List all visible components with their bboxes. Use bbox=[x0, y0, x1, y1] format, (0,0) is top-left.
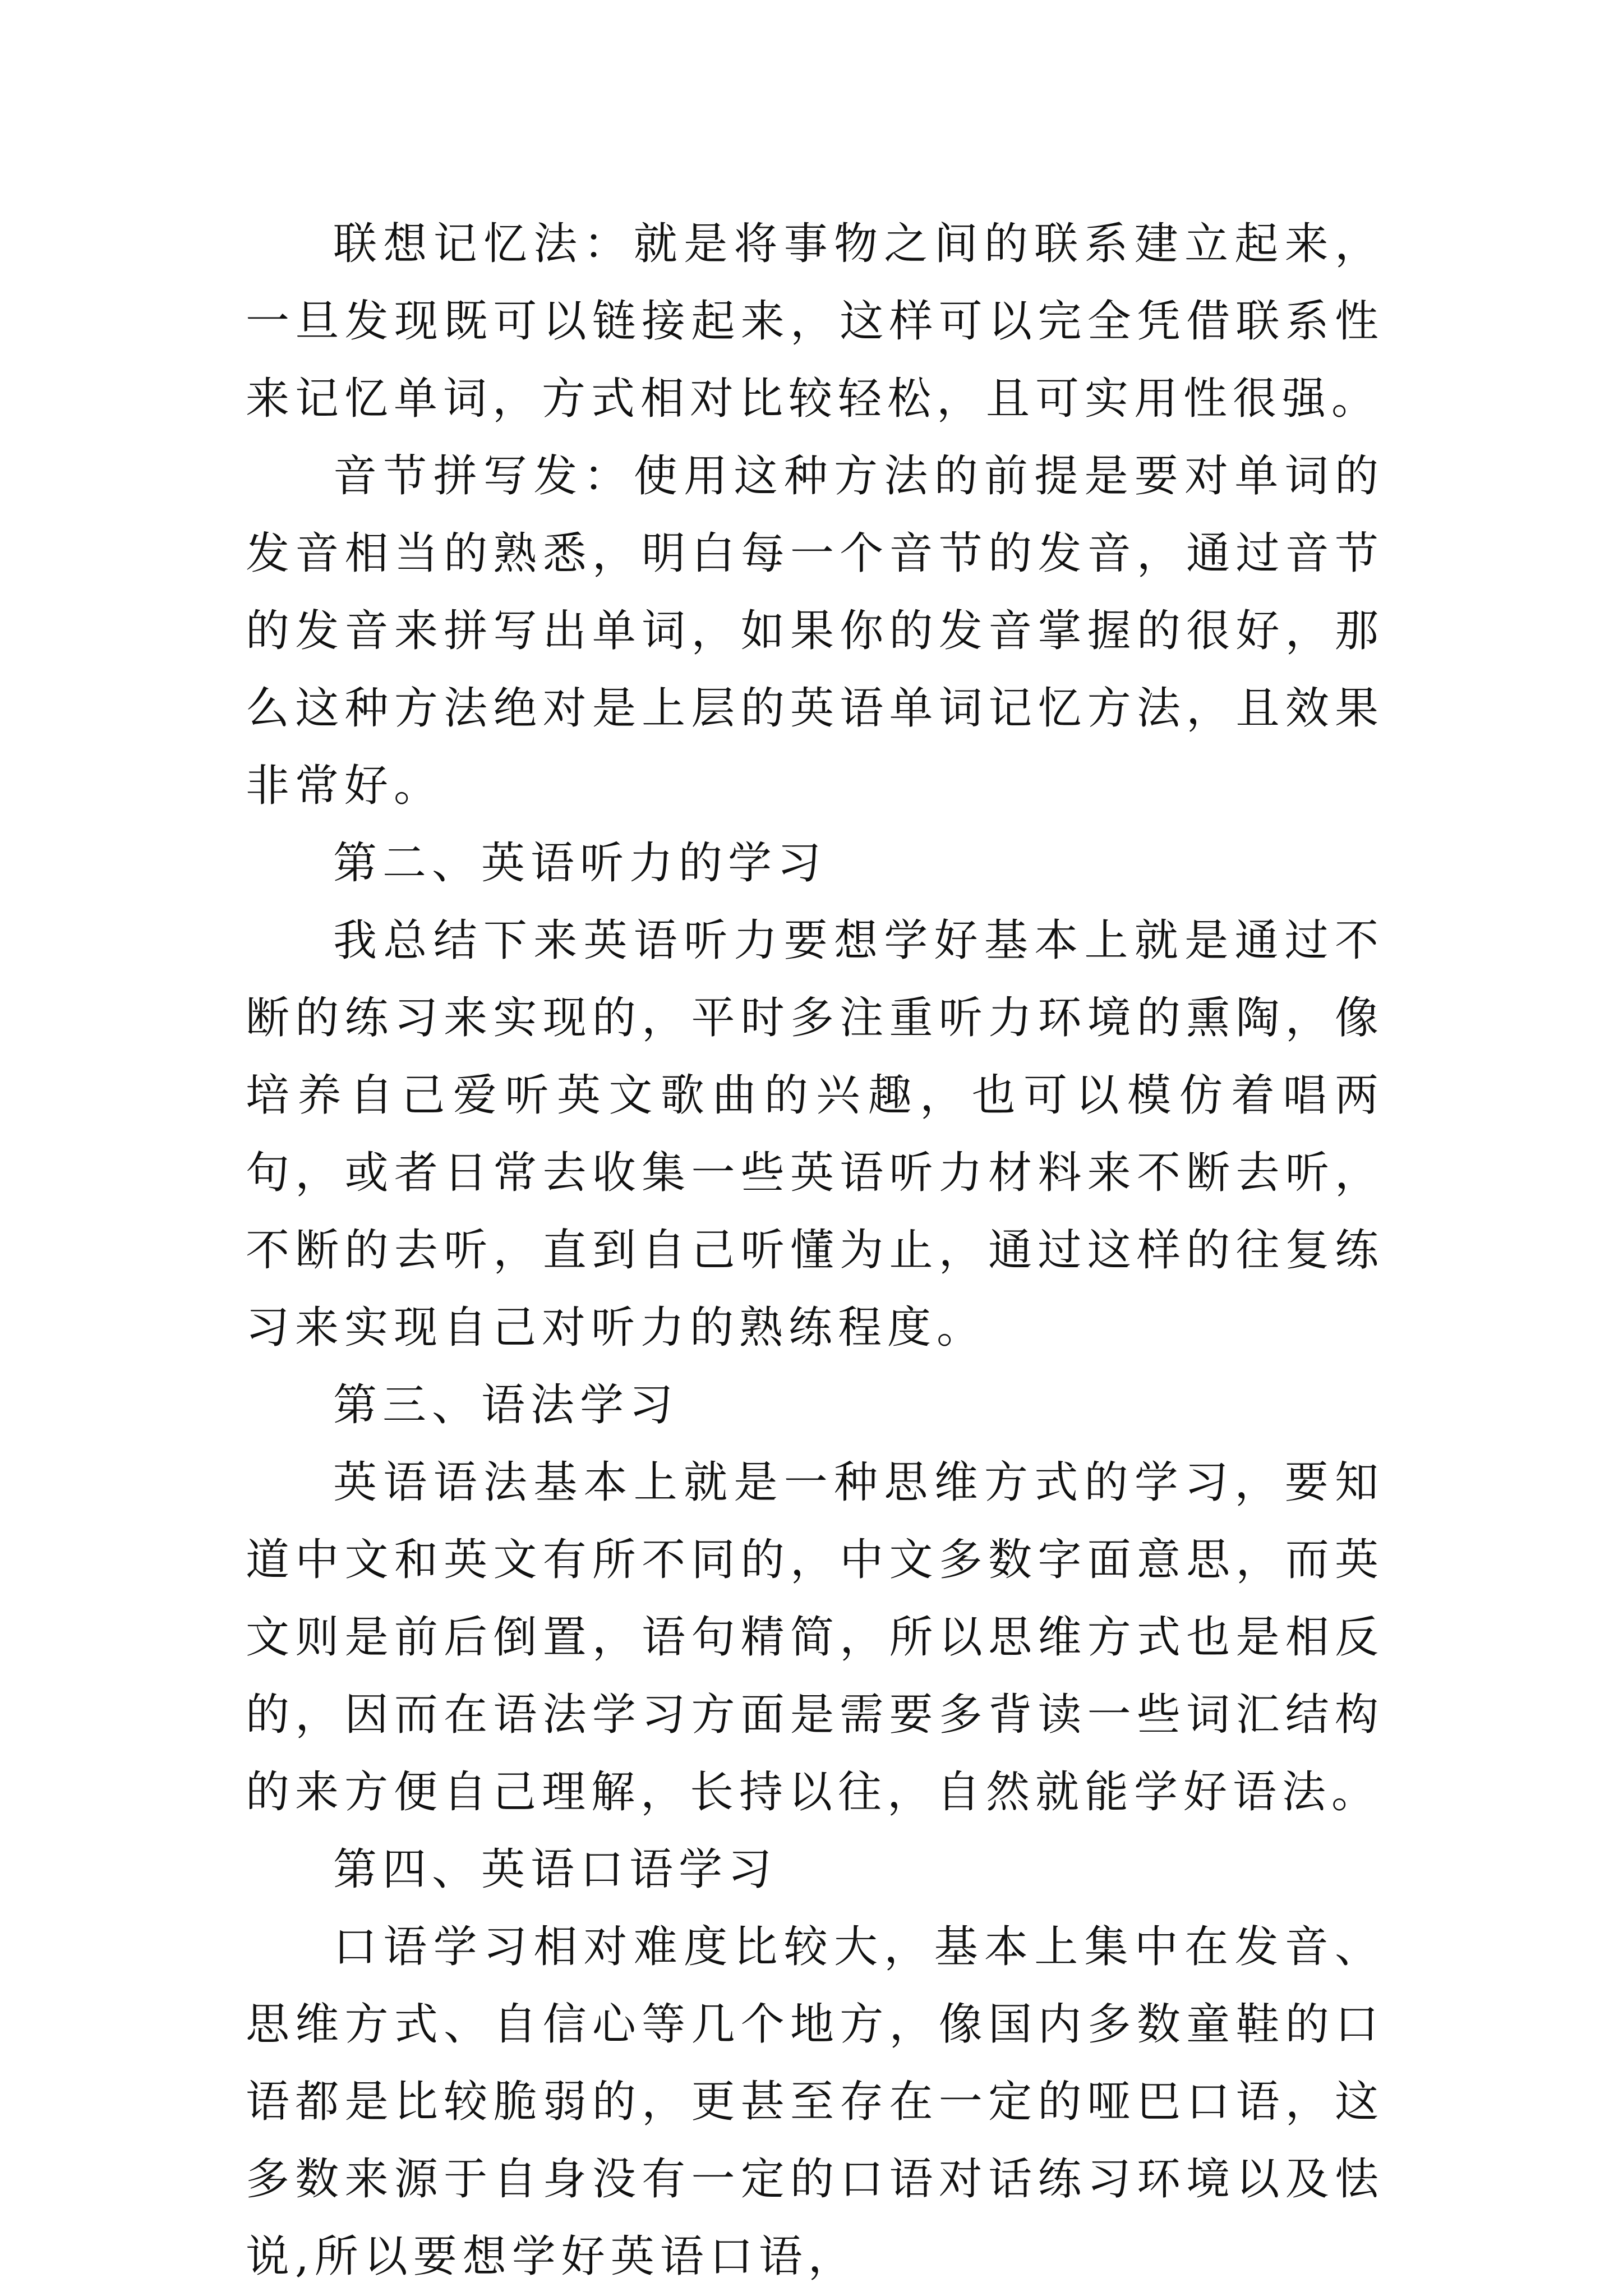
heading-grammar: 第三、语法学习 bbox=[333, 1380, 679, 1430]
paragraph-grammar: 英语语法基本上就是一种思维方式的学习，要知道中文和英文有所不同的，中文多数字面意思，而英文则是前后倒置，语句精简，所以思维方式也是相反的，因而在语法学习方面是需要多背读一些词汇结构的来方便自己理解，长持以往，自然就能学好语法。 bbox=[246, 1457, 1384, 1818]
heading-speaking: 第四、英语口语学习 bbox=[333, 1844, 778, 1895]
paragraph-association-memory: 联想记忆法：就是将事物之间的联系建立起来，一旦发现既可以链接起来，这样可以完全凭借联系性来记忆单词，方式相对比较轻松，且可实用性很强。 bbox=[246, 219, 1384, 424]
paragraph-speaking: 口语学习相对难度比较大，基本上集中在发音、思维方式、自信心等几个地方，像国内多数童鞋的口语都是比较脆弱的，更甚至存在一定的哑巴口语，这多数来源于自身没有一定的口语对话练习环境以及怯说,所以要想学好英语口语， bbox=[246, 1922, 1384, 2282]
paragraph-listening: 我总结下来英语听力要想学好基本上就是通过不断的练习来实现的，平时多注重听力环境的熏陶，像培养自己爱听英文歌曲的兴趣，也可以模仿着唱两句，或者日常去收集一些英语听力材料来不断去听，不断的去听，直到自己听懂为止，通过这样的往复练习来实现自己对听力的熟练程度。 bbox=[246, 915, 1384, 1353]
heading-listening: 第二、英语听力的学习 bbox=[333, 838, 827, 889]
document-body bbox=[246, 205, 1384, 2295]
paragraph-syllable-spelling: 音节拼写发：使用这种方法的前提是要对单词的发音相当的熟悉，明白每一个音节的发音，通过音节的发音来拼写出单词，如果你的发音掌握的很好，那么这种方法绝对是上层的英语单词记忆方法，且效果非常好。 bbox=[246, 451, 1384, 811]
